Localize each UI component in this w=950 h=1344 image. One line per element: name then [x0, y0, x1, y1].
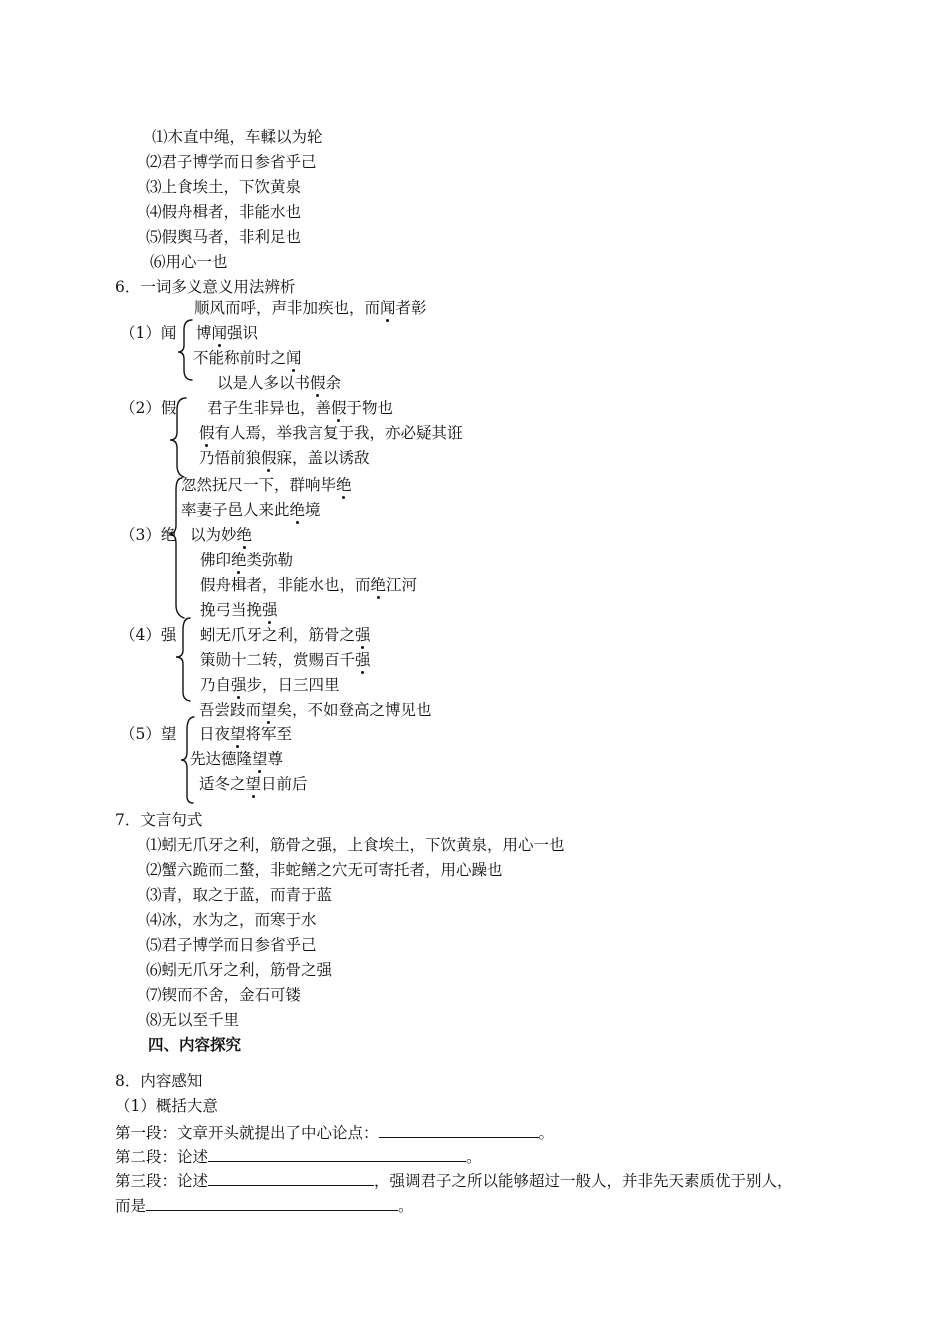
s8-subtitle: （1）概括大意 [115, 1097, 218, 1115]
polysemy-item: 策勋十二转，赏赐百千强 [200, 651, 371, 669]
answer-blank-1[interactable] [379, 1122, 539, 1138]
polysemy-item: 率妻子邑人来此绝境 [181, 501, 321, 519]
section-heading: 四、内容探究 [148, 1035, 242, 1054]
s6-title: 6．一词多义意义用法辨析 [115, 278, 296, 296]
s7-item: ⑶青，取之于蓝，而青于蓝 [146, 886, 333, 904]
s5-item-3: ⑶上食埃土，下饮黄泉 [146, 178, 302, 196]
s7-item: ⑹蚓无爪牙之利，筋骨之强 [146, 961, 333, 979]
brace-jue [169, 478, 184, 618]
polysemy-item: 佛印绝类弥勒 [200, 551, 294, 569]
s7-title: 7．文言句式 [115, 811, 203, 829]
polysemy-item: 君子生非异也，善假于物也 [207, 399, 394, 417]
s7-item: ⑻无以至千里 [146, 1011, 240, 1029]
group-label-jia: （2）假 [120, 399, 177, 417]
s5-item-2: ⑵君子博学而日参省乎己 [146, 153, 317, 171]
s5-item-4: ⑷假舟楫者，非能水也 [146, 203, 302, 221]
polysemy-item: 以是人多以书假余 [217, 374, 342, 392]
brace-wen [178, 320, 192, 380]
polysemy-item: 博闻强识 [196, 324, 259, 342]
polysemy-item: 不能称前时之闻 [193, 349, 302, 367]
s8-para-3: 第三段：论述 ，强调君子之所以能够超过一般人，并非先天素质优于别人， [115, 1172, 793, 1190]
polysemy-item: 乃自强步，日三四里 [200, 676, 340, 694]
answer-blank-3[interactable] [208, 1170, 374, 1186]
s7-item: ⑷冰，水为之，而寒于水 [146, 911, 317, 929]
polysemy-item: 顺风而呼，声非加疾也，而闻者彰 [194, 299, 427, 317]
answer-blank-4[interactable] [146, 1195, 398, 1211]
polysemy-item: 乃悟前狼假寐，盖以诱敌 [199, 449, 370, 467]
s7-item: ⑸君子博学而日参省乎己 [146, 936, 317, 954]
polysemy-item: 日夜望将军至 [199, 725, 293, 743]
polysemy-item: 假舟楫者，非能水也，而绝江河 [200, 576, 418, 594]
polysemy-item: 忽然抚尺一下，群响毕绝 [181, 476, 352, 494]
polysemy-item: 吾尝跂而望矣，不如登高之博见也 [199, 701, 432, 719]
polysemy-item: 适冬之望日前后 [199, 775, 308, 793]
s7-item: ⑵蟹六跪而二螯，非蛇鳝之穴无可寄托者，用心躁也 [146, 861, 503, 879]
group-label-wang: （5）望 [120, 725, 177, 743]
polysemy-item: 先达德隆望尊 [190, 750, 284, 768]
polysemy-item: 假有人焉，举我言复于我，亦必疑其诳 [199, 424, 463, 442]
group-label-qiang: （4）强 [120, 626, 177, 644]
s8-para-4: 而是 。 [115, 1197, 414, 1215]
s5-item-1: ⑴木直中绳，车輮以为轮 [152, 128, 323, 146]
s7-item: ⑺锲而不舍，金石可镂 [146, 986, 302, 1004]
s8-title: 8．内容感知 [115, 1072, 203, 1090]
polysemy-item: 以为妙绝 [190, 526, 253, 544]
brace-qiang [176, 618, 190, 701]
group-label-jue: （3）绝 [120, 526, 177, 544]
s5-item-6: ⑹用心一也 [150, 253, 228, 271]
s5-item-5: ⑸假舆马者，非利足也 [146, 228, 302, 246]
polysemy-item: 蚓无爪牙之利，筋骨之强 [200, 626, 371, 644]
group-label-wen: （1）闻 [120, 324, 177, 342]
polysemy-item: 挽弓当挽强 [200, 601, 278, 619]
s8-para-1: 第一段：文章开头就提出了中心论点： 。 [115, 1124, 555, 1142]
s8-para-2: 第二段：论述 。 [115, 1148, 482, 1166]
s7-item: ⑴蚓无爪牙之利，筋骨之强，上食埃土，下饮黄泉，用心一也 [146, 836, 565, 854]
answer-blank-2[interactable] [208, 1146, 466, 1162]
